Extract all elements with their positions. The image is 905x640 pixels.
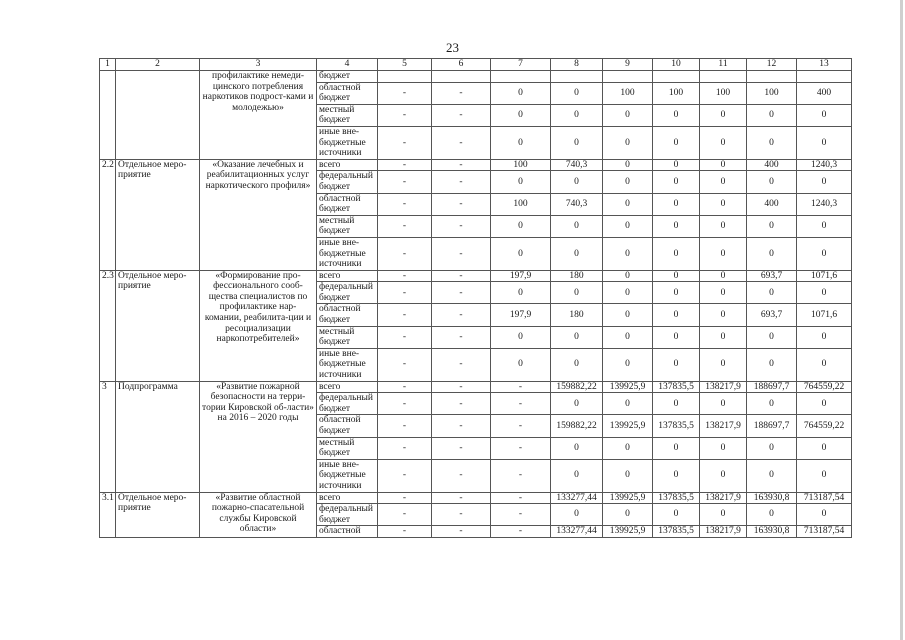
- value-cell: 188697,7: [747, 415, 797, 437]
- value-cell: [700, 71, 747, 83]
- funding-source: всего: [317, 159, 378, 171]
- value-cell: 0: [603, 171, 653, 193]
- value-cell: 0: [747, 437, 797, 459]
- value-cell: 0: [653, 193, 700, 215]
- value-cell: 0: [603, 159, 653, 171]
- value-cell: 100: [747, 82, 797, 104]
- value-cell: -: [432, 193, 491, 215]
- value-cell: 0: [603, 215, 653, 237]
- value-cell: 1240,3: [797, 193, 852, 215]
- value-cell: 0: [603, 126, 653, 159]
- value-cell: 713187,54: [797, 526, 852, 538]
- value-cell: -: [432, 492, 491, 504]
- value-cell: -: [378, 504, 432, 526]
- page-number: 23: [446, 40, 459, 55]
- value-cell: 0: [700, 171, 747, 193]
- column-number-row: [100, 59, 852, 71]
- value-cell: 139925,9: [603, 415, 653, 437]
- funding-source: областной бюджет: [317, 304, 378, 326]
- value-cell: 0: [551, 393, 603, 415]
- value-cell: 0: [653, 304, 700, 326]
- value-cell: 693,7: [747, 304, 797, 326]
- scan-edge: [900, 0, 903, 640]
- value-cell: 0: [797, 237, 852, 270]
- value-cell: 138217,9: [700, 415, 747, 437]
- value-cell: 0: [747, 393, 797, 415]
- value-cell: -: [378, 304, 432, 326]
- value-cell: 0: [747, 215, 797, 237]
- value-cell: -: [432, 171, 491, 193]
- measure-name: «Оказание лечебных и реабилитационных услуг наркотического профиля»: [200, 159, 317, 270]
- value-cell: -: [491, 504, 551, 526]
- value-cell: -: [378, 193, 432, 215]
- value-cell: 137835,5: [653, 415, 700, 437]
- value-cell: 0: [551, 126, 603, 159]
- value-cell: -: [432, 459, 491, 492]
- measure-name: «Развитие областной пожарно-спасательной службы Кировской области»: [200, 492, 317, 537]
- value-cell: 0: [700, 326, 747, 348]
- value-cell: 0: [700, 159, 747, 171]
- value-cell: -: [378, 171, 432, 193]
- value-cell: 0: [700, 348, 747, 381]
- value-cell: -: [378, 159, 432, 171]
- value-cell: 400: [747, 193, 797, 215]
- value-cell: 188697,7: [747, 381, 797, 393]
- value-cell: 0: [700, 215, 747, 237]
- column-number: 7: [491, 59, 551, 71]
- value-cell: 0: [551, 504, 603, 526]
- value-cell: -: [378, 381, 432, 393]
- value-cell: 1071,6: [797, 304, 852, 326]
- table-row: [100, 71, 852, 83]
- value-cell: -: [378, 526, 432, 538]
- value-cell: 693,7: [747, 270, 797, 282]
- funding-source: иные вне-бюджетные источники: [317, 348, 378, 381]
- value-cell: 0: [653, 437, 700, 459]
- value-cell: 0: [491, 104, 551, 126]
- value-cell: -: [378, 437, 432, 459]
- value-cell: 1071,6: [797, 270, 852, 282]
- value-cell: 0: [603, 104, 653, 126]
- value-cell: 180: [551, 270, 603, 282]
- value-cell: [378, 71, 432, 83]
- value-cell: 0: [551, 215, 603, 237]
- row-number: [100, 71, 116, 160]
- value-cell: 0: [797, 282, 852, 304]
- funding-source: областной бюджет: [317, 82, 378, 104]
- measure-type: Подпрограмма: [116, 381, 200, 492]
- funding-source: федеральный бюджет: [317, 504, 378, 526]
- value-cell: -: [432, 437, 491, 459]
- value-cell: 713187,54: [797, 492, 852, 504]
- value-cell: 139925,9: [603, 526, 653, 538]
- value-cell: -: [432, 215, 491, 237]
- row-number: 2.2: [100, 159, 116, 270]
- value-cell: -: [432, 237, 491, 270]
- value-cell: 0: [747, 104, 797, 126]
- value-cell: 0: [653, 348, 700, 381]
- value-cell: -: [378, 415, 432, 437]
- value-cell: 197,9: [491, 304, 551, 326]
- value-cell: -: [432, 348, 491, 381]
- value-cell: 0: [653, 104, 700, 126]
- column-number: 1: [100, 59, 116, 71]
- value-cell: 0: [491, 282, 551, 304]
- value-cell: 740,3: [551, 193, 603, 215]
- value-cell: 0: [653, 171, 700, 193]
- value-cell: 133277,44: [551, 492, 603, 504]
- value-cell: 137835,5: [653, 526, 700, 538]
- funding-source: бюджет: [317, 71, 378, 83]
- value-cell: -: [378, 326, 432, 348]
- value-cell: 0: [551, 459, 603, 492]
- value-cell: 159882,22: [551, 415, 603, 437]
- value-cell: 0: [700, 393, 747, 415]
- funding-source: областной бюджет: [317, 415, 378, 437]
- measure-type: Отдельное меро-приятие: [116, 270, 200, 381]
- value-cell: 137835,5: [653, 381, 700, 393]
- value-cell: -: [378, 348, 432, 381]
- value-cell: 0: [603, 504, 653, 526]
- column-number: 6: [432, 59, 491, 71]
- value-cell: -: [378, 126, 432, 159]
- value-cell: 0: [653, 237, 700, 270]
- value-cell: 0: [797, 215, 852, 237]
- value-cell: 0: [491, 126, 551, 159]
- value-cell: -: [491, 459, 551, 492]
- value-cell: [432, 71, 491, 83]
- value-cell: 0: [603, 270, 653, 282]
- row-number: 3.1: [100, 492, 116, 537]
- value-cell: 0: [603, 459, 653, 492]
- column-number: 11: [700, 59, 747, 71]
- measure-type: [116, 71, 200, 160]
- value-cell: 100: [603, 82, 653, 104]
- value-cell: 0: [747, 126, 797, 159]
- value-cell: 100: [491, 193, 551, 215]
- value-cell: 0: [603, 237, 653, 270]
- row-number: 3: [100, 381, 116, 492]
- value-cell: -: [378, 237, 432, 270]
- value-cell: 0: [797, 393, 852, 415]
- value-cell: 0: [653, 504, 700, 526]
- value-cell: -: [378, 104, 432, 126]
- value-cell: 0: [700, 504, 747, 526]
- row-number: 2.3: [100, 270, 116, 381]
- value-cell: 0: [700, 193, 747, 215]
- measure-type: Отдельное меро-приятие: [116, 159, 200, 270]
- value-cell: 0: [551, 104, 603, 126]
- value-cell: -: [491, 381, 551, 393]
- measure-name: «Развитие пожарной безопасности на терри-тории Кировской об-ласти» на 2016 – 2020 годы: [200, 381, 317, 492]
- funding-source: всего: [317, 492, 378, 504]
- value-cell: 139925,9: [603, 381, 653, 393]
- value-cell: 0: [653, 459, 700, 492]
- value-cell: 0: [747, 326, 797, 348]
- measure-name: профилактике немеди-цинского потребления наркотиков подрост-ками и молодежью»: [200, 71, 317, 160]
- value-cell: 180: [551, 304, 603, 326]
- funding-source: областной бюджет: [317, 193, 378, 215]
- value-cell: -: [432, 126, 491, 159]
- value-cell: 0: [653, 159, 700, 171]
- measure-name: «Формирование про-фессионального сооб-щества специалистов по профилактике нар-комании, реабилита-ции и ресоциализации наркопотребителей»: [200, 270, 317, 381]
- value-cell: -: [432, 381, 491, 393]
- value-cell: -: [432, 159, 491, 171]
- value-cell: -: [491, 437, 551, 459]
- value-cell: 0: [491, 237, 551, 270]
- value-cell: 0: [491, 82, 551, 104]
- funding-source: местный бюджет: [317, 437, 378, 459]
- value-cell: 0: [700, 104, 747, 126]
- table-row: [100, 270, 852, 282]
- value-cell: -: [432, 526, 491, 538]
- value-cell: 0: [700, 237, 747, 270]
- table-row: [100, 492, 852, 504]
- value-cell: 0: [747, 459, 797, 492]
- value-cell: -: [378, 282, 432, 304]
- value-cell: 0: [797, 504, 852, 526]
- value-cell: -: [432, 304, 491, 326]
- value-cell: -: [491, 526, 551, 538]
- value-cell: 0: [603, 348, 653, 381]
- value-cell: -: [432, 104, 491, 126]
- value-cell: 0: [747, 348, 797, 381]
- value-cell: 0: [603, 304, 653, 326]
- value-cell: [491, 71, 551, 83]
- value-cell: -: [432, 82, 491, 104]
- value-cell: 163930,8: [747, 526, 797, 538]
- funding-source: иные вне-бюджетные источники: [317, 126, 378, 159]
- table-row: [100, 381, 852, 393]
- value-cell: 0: [551, 348, 603, 381]
- value-cell: 0: [653, 326, 700, 348]
- value-cell: [603, 71, 653, 83]
- value-cell: 0: [700, 126, 747, 159]
- value-cell: -: [432, 393, 491, 415]
- value-cell: 0: [797, 348, 852, 381]
- value-cell: -: [378, 393, 432, 415]
- value-cell: 0: [551, 171, 603, 193]
- value-cell: 0: [653, 126, 700, 159]
- value-cell: -: [378, 492, 432, 504]
- value-cell: 0: [700, 437, 747, 459]
- value-cell: 0: [551, 82, 603, 104]
- value-cell: 0: [653, 393, 700, 415]
- value-cell: -: [491, 393, 551, 415]
- value-cell: 0: [797, 171, 852, 193]
- value-cell: 0: [747, 171, 797, 193]
- value-cell: 100: [491, 159, 551, 171]
- table-row: [100, 159, 852, 171]
- value-cell: 0: [653, 270, 700, 282]
- funding-source: местный бюджет: [317, 326, 378, 348]
- value-cell: 400: [797, 82, 852, 104]
- value-cell: [797, 71, 852, 83]
- value-cell: 100: [653, 82, 700, 104]
- value-cell: 0: [491, 171, 551, 193]
- value-cell: -: [491, 492, 551, 504]
- column-number: 10: [653, 59, 700, 71]
- budget-table: [99, 58, 852, 538]
- funding-source: местный бюджет: [317, 104, 378, 126]
- value-cell: 138217,9: [700, 526, 747, 538]
- value-cell: 0: [797, 437, 852, 459]
- value-cell: 0: [551, 237, 603, 270]
- value-cell: [747, 71, 797, 83]
- value-cell: -: [432, 415, 491, 437]
- value-cell: 0: [797, 326, 852, 348]
- funding-source: иные вне-бюджетные источники: [317, 237, 378, 270]
- column-number: 13: [797, 59, 852, 71]
- value-cell: 0: [603, 393, 653, 415]
- value-cell: -: [432, 504, 491, 526]
- value-cell: 0: [797, 459, 852, 492]
- value-cell: -: [432, 326, 491, 348]
- column-number: 5: [378, 59, 432, 71]
- value-cell: 764559,22: [797, 381, 852, 393]
- funding-source: местный бюджет: [317, 215, 378, 237]
- value-cell: 0: [491, 348, 551, 381]
- value-cell: 0: [551, 282, 603, 304]
- value-cell: 0: [551, 326, 603, 348]
- value-cell: 163930,8: [747, 492, 797, 504]
- value-cell: 764559,22: [797, 415, 852, 437]
- measure-type: Отдельное меро-приятие: [116, 492, 200, 537]
- value-cell: [653, 71, 700, 83]
- value-cell: 100: [700, 82, 747, 104]
- value-cell: [551, 71, 603, 83]
- column-number: 9: [603, 59, 653, 71]
- funding-source: всего: [317, 270, 378, 282]
- value-cell: 0: [747, 504, 797, 526]
- value-cell: 0: [797, 126, 852, 159]
- value-cell: 0: [603, 282, 653, 304]
- funding-source: областной: [317, 526, 378, 538]
- value-cell: 197,9: [491, 270, 551, 282]
- value-cell: 0: [747, 282, 797, 304]
- value-cell: 0: [603, 193, 653, 215]
- value-cell: 0: [700, 270, 747, 282]
- value-cell: 159882,22: [551, 381, 603, 393]
- value-cell: -: [378, 82, 432, 104]
- value-cell: -: [432, 270, 491, 282]
- funding-source: федеральный бюджет: [317, 171, 378, 193]
- value-cell: 138217,9: [700, 381, 747, 393]
- column-number: 3: [200, 59, 317, 71]
- value-cell: 1240,3: [797, 159, 852, 171]
- value-cell: -: [432, 282, 491, 304]
- funding-source: всего: [317, 381, 378, 393]
- value-cell: -: [378, 270, 432, 282]
- value-cell: -: [378, 215, 432, 237]
- value-cell: 137835,5: [653, 492, 700, 504]
- value-cell: 0: [551, 437, 603, 459]
- value-cell: 0: [603, 437, 653, 459]
- value-cell: 400: [747, 159, 797, 171]
- value-cell: 0: [491, 326, 551, 348]
- value-cell: 138217,9: [700, 492, 747, 504]
- funding-source: федеральный бюджет: [317, 393, 378, 415]
- value-cell: 133277,44: [551, 526, 603, 538]
- value-cell: 0: [700, 304, 747, 326]
- funding-source: федеральный бюджет: [317, 282, 378, 304]
- value-cell: 139925,9: [603, 492, 653, 504]
- value-cell: 0: [491, 215, 551, 237]
- value-cell: 0: [700, 282, 747, 304]
- funding-source: иные вне-бюджетные источники: [317, 459, 378, 492]
- value-cell: -: [491, 415, 551, 437]
- value-cell: 0: [603, 326, 653, 348]
- value-cell: 0: [747, 237, 797, 270]
- value-cell: -: [378, 459, 432, 492]
- value-cell: 0: [653, 282, 700, 304]
- value-cell: 0: [700, 459, 747, 492]
- column-number: 12: [747, 59, 797, 71]
- column-number: 8: [551, 59, 603, 71]
- value-cell: 740,3: [551, 159, 603, 171]
- value-cell: 0: [797, 104, 852, 126]
- column-number: 4: [317, 59, 378, 71]
- column-number: 2: [116, 59, 200, 71]
- value-cell: 0: [653, 215, 700, 237]
